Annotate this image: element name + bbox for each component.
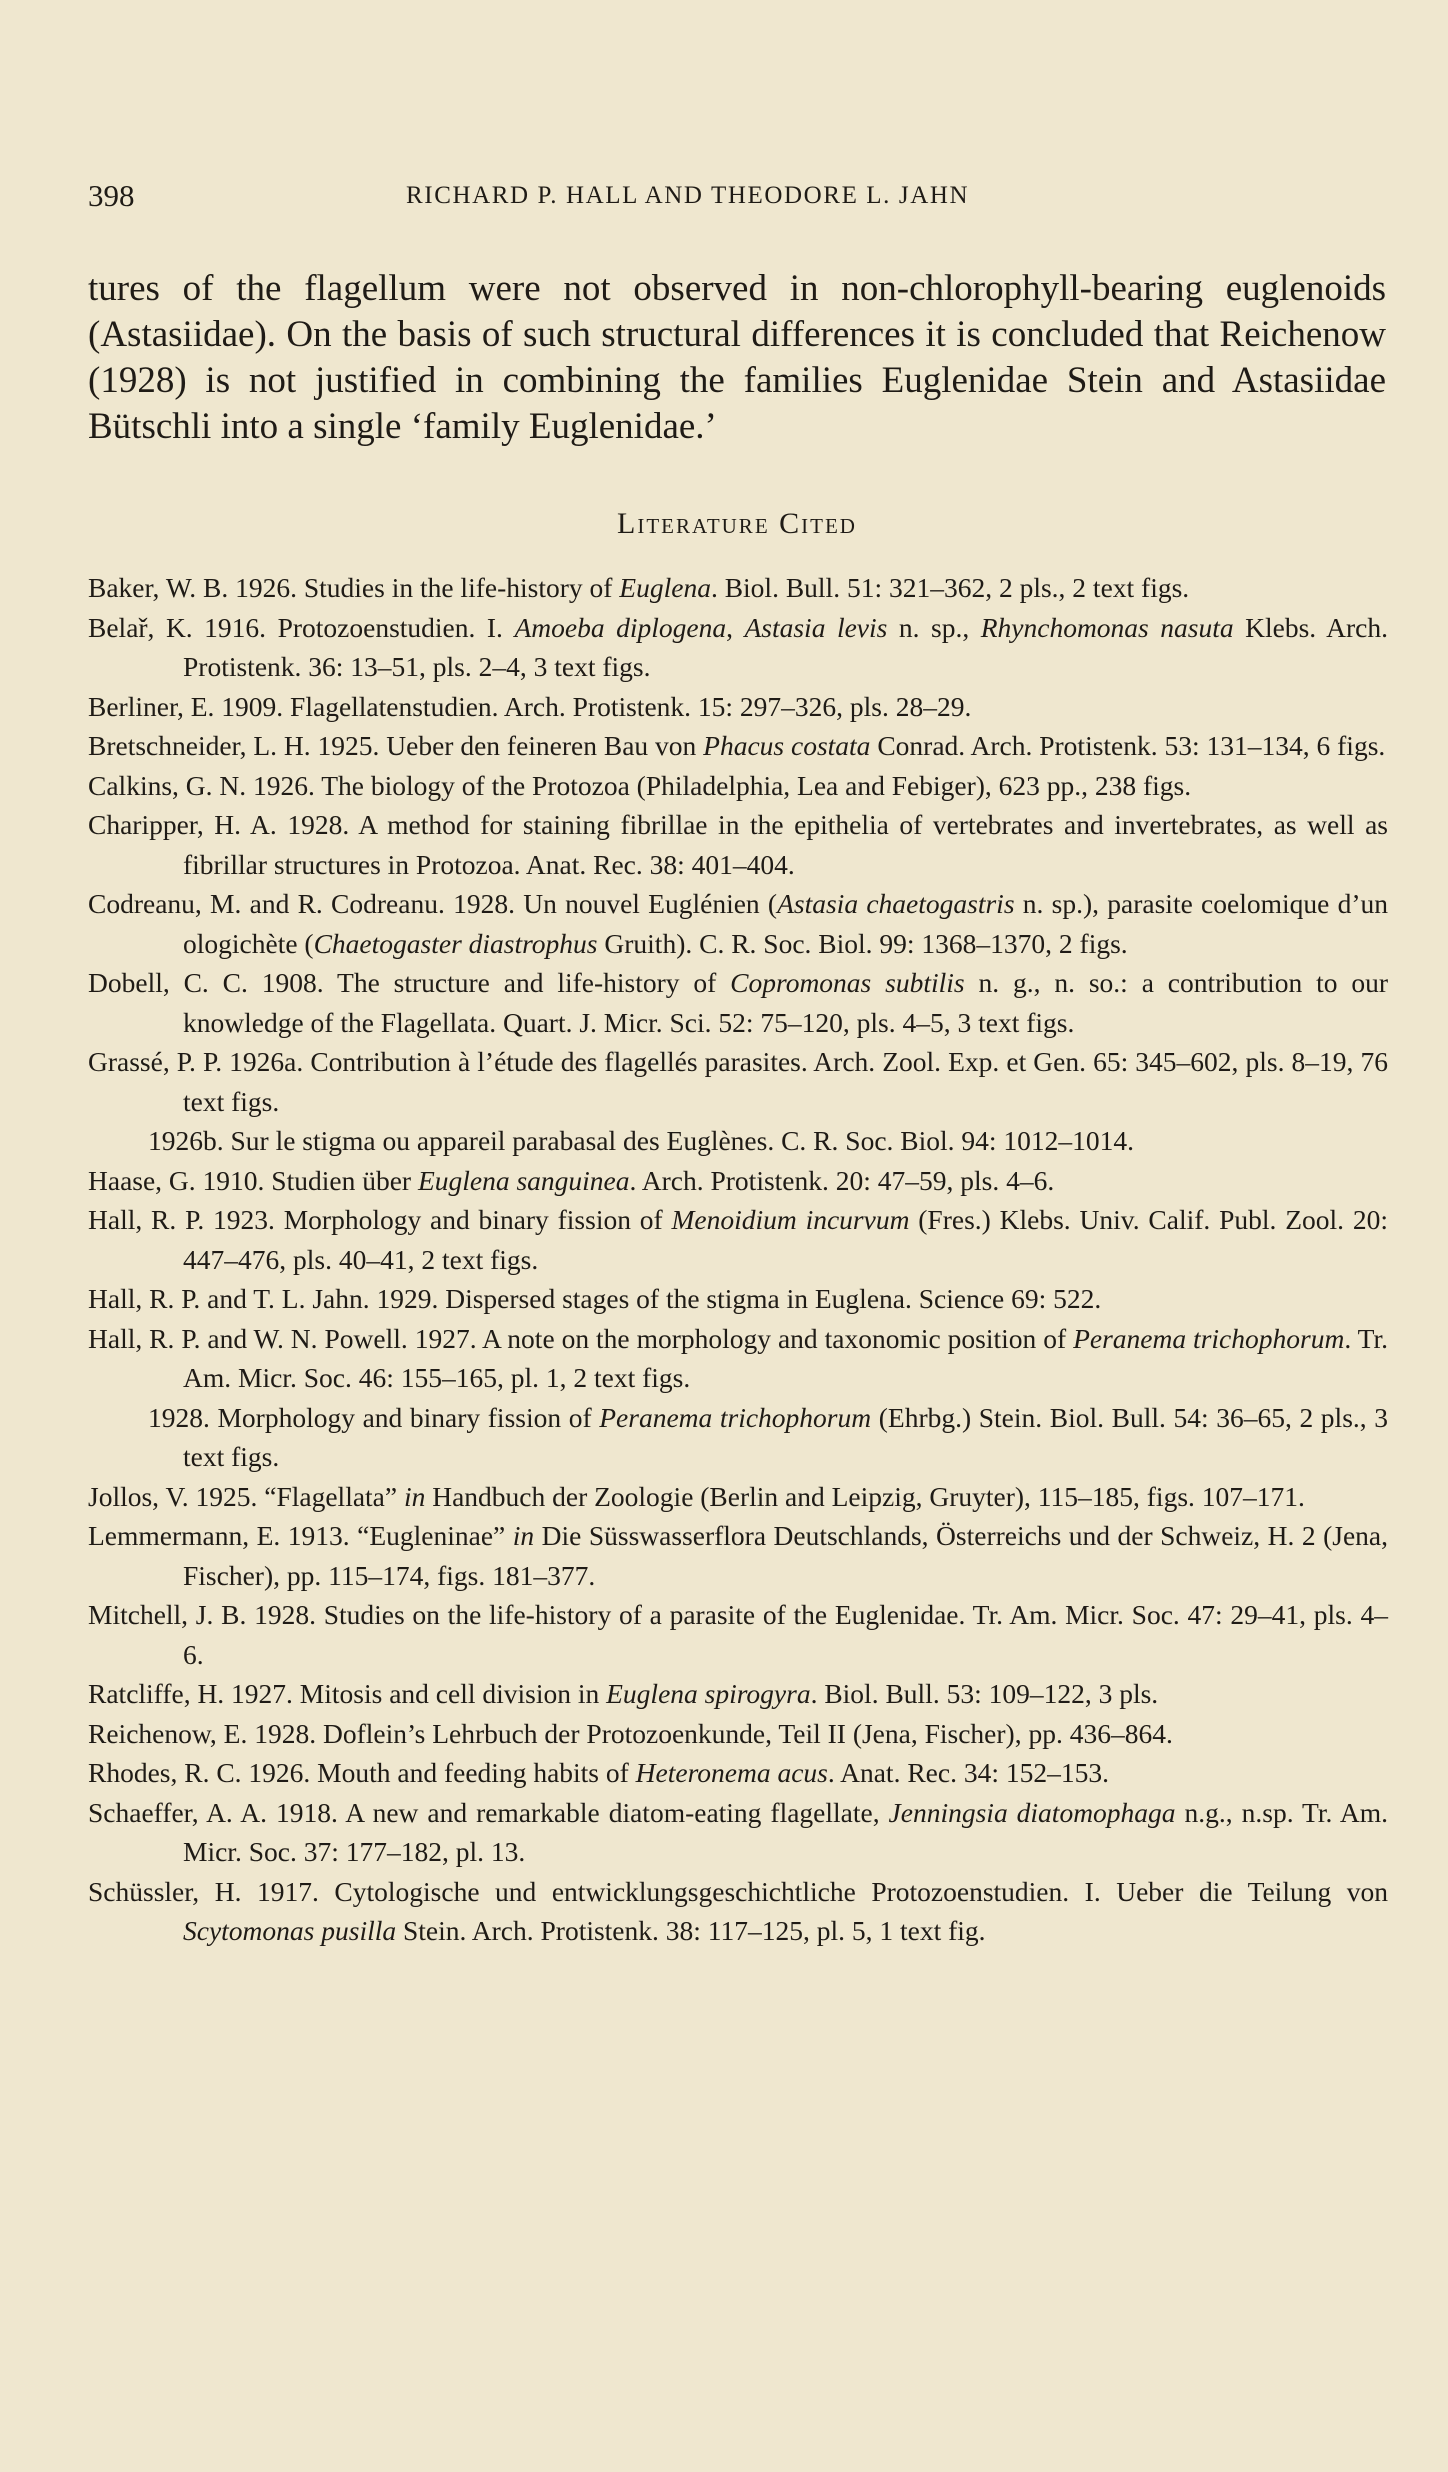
- italic-taxon: Scytomonas pusilla: [183, 1915, 397, 1946]
- reference-text: Hall, R. P. 1923. Morphology and binary fission of: [88, 1204, 672, 1235]
- italic-taxon: Phacus costata: [703, 730, 871, 761]
- reference-text: . Biol. Bull. 53: 109–122, 3 pls.: [810, 1678, 1159, 1709]
- reference-entry: [88, 1516, 1388, 1595]
- reference-text: (Fres.) Klebs. Univ. Calif. Publ. Zool. 20: 447–476, pls. 40–41, 2 text figs.: [183, 1204, 1388, 1275]
- reference-entry: [88, 1753, 1388, 1793]
- reference-text: Schüssler, H. 1917. Cytologische und entwicklungsgeschichtliche Protozoenstudien. I. Ueber die Teilung von: [88, 1875, 1388, 1907]
- reference-entry: [88, 884, 1388, 963]
- reference-text: Codreanu, M. and R. Codreanu. 1928. Un nouvel Euglénien (: [88, 888, 778, 919]
- reference-text: Die Süsswasserflora Deutschlands, Österreichs und der Schweiz, H. 2 (Jena, Fischer), pp. 115–174, figs. 181–377.: [183, 1520, 1388, 1591]
- reference-text: Charipper, H. A. 1928. A method for staining fibrillae in the epithelia of vertebrates and invertebrates, as well as fibrillar structures in Protozoa. Anat. Rec. 38: 401–404.: [88, 809, 1388, 880]
- reference-entry: [88, 1674, 1388, 1714]
- reference-text: . Tr. Am. Micr. Soc. 46: 155–165, pl. 1, 2 text figs.: [183, 1322, 1388, 1393]
- reference-entry: [88, 1200, 1388, 1279]
- italic-taxon: Peranema trichophorum: [599, 1401, 872, 1433]
- reference-text: Reichenow, E. 1928. Doflein’s Lehrbuch der Protozoenkunde, Teil II (Jena, Fischer), pp. 436–864.: [88, 1717, 1173, 1749]
- reference-text: Baker, W. B. 1926. Studies in the life-history of: [88, 572, 620, 603]
- reference-text: Hall, R. P. and T. L. Jahn. 1929. Dispersed stages of the stigma in Euglena. Science 69: 522.: [88, 1283, 1102, 1314]
- reference-entry: [88, 608, 1388, 687]
- reference-entry: [88, 1121, 1388, 1161]
- reference-text: Schaeffer, A. A. 1918. A new and remarkable diatom-eating flagellate,: [88, 1796, 889, 1828]
- italic-taxon: Euglena spirogyra: [606, 1678, 811, 1709]
- reference-entry: [88, 1398, 1388, 1477]
- reference-text: . Biol. Bull. 51: 321–362, 2 pls., 2 text figs.: [710, 572, 1190, 603]
- reference-entry: [88, 805, 1388, 884]
- reference-text: Berliner, E. 1909. Flagellatenstudien. Arch. Protistenk. 15: 297–326, pls. 28–29.: [88, 690, 972, 722]
- italic-taxon: Rhynchomonas nasuta: [980, 611, 1234, 643]
- italic-taxon: Peranema trichophorum: [1073, 1322, 1345, 1354]
- reference-text: Stein. Arch. Protistenk. 38: 117–125, pl. 5, 1 text fig.: [396, 1915, 986, 1946]
- reference-entry: [88, 1872, 1388, 1951]
- reference-text: 1926b. Sur le stigma ou appareil parabasal des Euglènes. C. R. Soc. Biol. 94: 1012–1014.: [148, 1125, 1135, 1156]
- reference-entry: [88, 726, 1388, 766]
- reference-text: n. sp.,: [887, 611, 981, 643]
- reference-text: n.g., n.sp. Tr. Am. Micr. Soc. 37: 177–182, pl. 13.: [183, 1796, 1388, 1867]
- reference-text: Grassé, P. P. 1926a. Contribution à l’étude des flagellés parasites. Arch. Zool. Exp. et Gen. 65: 345–602, pls. 8–19, 76 text figs.: [88, 1046, 1388, 1117]
- running-head: [88, 176, 1388, 216]
- reference-text: Conrad. Arch. Protistenk. 53: 131–134, 6 figs.: [870, 730, 1386, 761]
- reference-text: Rhodes, R. C. 1926. Mouth and feeding habits of: [88, 1757, 636, 1788]
- reference-text: Dobell, C. C. 1908. The structure and life-history of: [88, 967, 731, 998]
- reference-entry: [88, 1714, 1388, 1754]
- italic-taxon: Menoidium incurvum: [671, 1204, 910, 1235]
- body-paragraph: tures of the flagellum were not observed in non-chlorophyll-bearing euglenoids (Astasiidae). On the basis of such structural differences it is concluded that Reichenow (1928) is not justified in combining the families Euglenidae Stein and Astasiidae Bütschli into a single ‘family Euglenidae.’: [88, 268, 1386, 447]
- italic-taxon: Euglena sanguinea: [417, 1164, 630, 1196]
- italic-taxon: Astasia levis: [744, 611, 888, 643]
- reference-text: Lemmermann, E. 1913. “Eugleninae”: [88, 1520, 513, 1551]
- reference-entry: [88, 766, 1388, 806]
- reference-text: Bretschneider, L. H. 1925. Ueber den feineren Bau von: [88, 730, 704, 761]
- reference-entry: [88, 1319, 1388, 1398]
- reference-text: Klebs. Arch. Protistenk. 36: 13–51, pls. 2–4, 3 text figs.: [183, 611, 1388, 682]
- reference-entry: [88, 687, 1388, 727]
- page-number: 398: [88, 178, 135, 213]
- reference-entry: [88, 568, 1388, 608]
- italic-taxon: Heteronema acus: [635, 1757, 828, 1788]
- reference-text: Ratcliffe, H. 1927. Mitosis and cell division in: [88, 1678, 607, 1709]
- reference-text: ,: [726, 611, 745, 643]
- reference-text: Mitchell, J. B. 1928. Studies on the life-history of a parasite of the Euglenidae. Tr. Am. Micr. Soc. 47: 29–41, pls. 4–6.: [88, 1599, 1388, 1670]
- reference-text: n. g., n. so.: a contribution to our knowledge of the Flagellata. Quart. J. Micr. Sci. 52: 75–120, pls. 4–5, 3 text figs.: [183, 967, 1388, 1038]
- reference-text: . Arch. Protistenk. 20: 47–59, pls. 4–6.: [629, 1164, 1055, 1196]
- reference-text: Belař, K. 1916. Protozoenstudien. I.: [88, 611, 515, 643]
- reference-entry: [88, 1477, 1388, 1517]
- reference-text: Haase, G. 1910. Studien über: [88, 1164, 418, 1196]
- reference-entry: [88, 1793, 1388, 1872]
- reference-text: Gruith). C. R. Soc. Biol. 99: 1368–1370, 2 figs.: [597, 927, 1128, 959]
- reference-entry: [88, 963, 1388, 1042]
- reference-text: (Ehrbg.) Stein. Biol. Bull. 54: 36–65, 2 pls., 3 text figs.: [183, 1401, 1388, 1472]
- italic-taxon: in: [403, 1480, 426, 1512]
- italic-taxon: Astasia chaetogastris: [777, 888, 1015, 919]
- reference-entry: [88, 1279, 1388, 1319]
- reference-text: 1928. Morphology and binary fission of: [148, 1401, 600, 1433]
- reference-entry: [88, 1595, 1388, 1674]
- reference-text: n. sp.), parasite coelomique d’un ologichète (: [183, 888, 1388, 959]
- italic-taxon: Jenningsia diatomophaga: [888, 1796, 1176, 1828]
- reference-entry: [88, 1161, 1388, 1201]
- reference-text: . Anat. Rec. 34: 152–153.: [827, 1757, 1109, 1788]
- reference-text: Hall, R. P. and W. N. Powell. 1927. A note on the morphology and taxonomic position of: [88, 1322, 1074, 1354]
- running-title: RICHARD P. HALL AND THEODORE L. JAHN: [406, 182, 970, 209]
- italic-taxon: Euglena: [619, 572, 711, 603]
- italic-taxon: Amoeba diplogena: [514, 611, 727, 643]
- italic-taxon: in: [512, 1520, 535, 1551]
- reference-text: Calkins, G. N. 1926. The biology of the Protozoa (Philadelphia, Lea and Febiger), 623 pp., 238 figs.: [88, 769, 1192, 801]
- reference-text: Handbuch der Zoologie (Berlin and Leipzig, Gruyter), 115–185, figs. 107–171.: [425, 1480, 1305, 1512]
- section-heading: Literature Cited: [617, 507, 857, 540]
- italic-taxon: Chaetogaster diastrophus: [313, 927, 598, 959]
- reference-entry: [88, 1042, 1388, 1121]
- reference-list: [88, 568, 1388, 1951]
- italic-taxon: Copromonas subtilis: [730, 967, 965, 998]
- reference-text: Jollos, V. 1925. “Flagellata”: [88, 1480, 404, 1512]
